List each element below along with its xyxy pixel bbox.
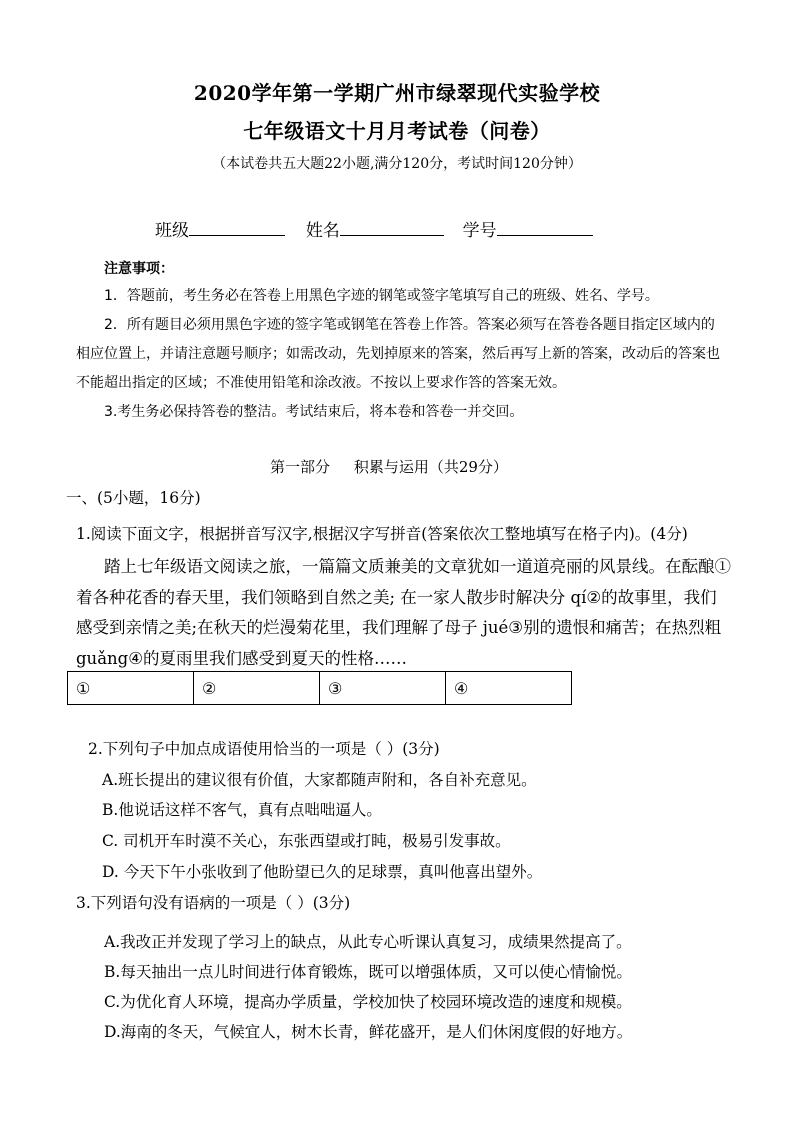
notice-item-3: 3.考生务必保持答卷的整洁。考试结束后，将本卷和答卷一并交回。 <box>104 404 524 420</box>
answer-cell-2[interactable]: ② <box>194 672 320 705</box>
exam-title-line2: 七年级语文十月月考试卷（问卷） <box>243 119 551 143</box>
q2-option-c: C. 司机开车时漠不关心，东张西望或打盹，极易引发事故。 <box>102 832 511 850</box>
q3-option-c: C.为优化育人环境，提高办学质量，学校加快了校园环境改造的速度和规模。 <box>104 993 632 1011</box>
q1-passage-line3: 感受到亲情之美;在秋天的烂漫菊花里，我们理解了母子 jué③别的遗恨和痛苦；在热烈粗 <box>76 618 722 637</box>
q2-option-a: A.班长提出的建议很有价值，大家都随声附和，各自补充意见。 <box>102 771 537 789</box>
exam-subtitle: （本试卷共五大题22小题,满分120分，考试时间120分钟） <box>212 156 582 172</box>
answer-cell-1[interactable]: ① <box>68 672 194 705</box>
q3-option-b: B.每天抽出一点儿时间进行体育锻炼，既可以增强体质，又可以使心情愉悦。 <box>104 963 632 981</box>
q2-option-b: B.他说话这样不客气，真有点咄咄逼人。 <box>102 801 382 819</box>
q1-passage-line4: guǎng④的夏雨里我们感受到夏天的性格…… <box>76 649 408 668</box>
name-label: 姓名 <box>305 221 340 241</box>
name-blank[interactable] <box>340 218 444 236</box>
notice-title: 注意事项： <box>104 261 174 277</box>
q3-stem: 3.下列语句没有语病的一项是（ ）(3分) <box>76 894 351 912</box>
class-label: 班级 <box>155 221 189 241</box>
q1-passage-line1: 踏上七年级语文阅读之旅，一篇篇文质兼美的文章犹如一道道亮丽的风景线。在酝酿① <box>104 557 731 576</box>
part1-heading: 第一部分 积累与运用（共29分） <box>270 458 508 476</box>
student-number-label: 学号 <box>462 221 497 241</box>
q2-stem: 2.下列句子中加点成语使用恰当的一项是（ ）(3分) <box>88 740 440 758</box>
class-blank[interactable] <box>189 218 285 236</box>
q1-stem: 1.阅读下面文字，根据拼音写汉字,根据汉字写拼音(答案依次工整地填写在格子内)。(4分) <box>76 525 688 543</box>
answer-cell-3[interactable]: ③ <box>320 672 446 705</box>
q2-option-d: D. 今天下午小张收到了他盼望已久的足球票，真叫他喜出望外。 <box>102 863 543 881</box>
q3-option-a: A.我改正并发现了学习上的缺点，从此专心听课认真复习，成绩果然提高了。 <box>104 933 632 951</box>
notice-item-2-line1: 2．所有题目必须用黑色字迹的签字笔或钢笔在答卷上作答。答案必须写在答卷各题目指定区域内的 <box>104 317 715 333</box>
notice-item-1: 1．答题前，考生务必在答卷上用黑色字迹的钢笔或签字笔填写自己的班级、姓名、学号。 <box>104 288 659 304</box>
q3-option-d: D.海南的冬天，气候宜人，树木长青，鲜花盛开，是人们休闲度假的好地方。 <box>104 1023 633 1041</box>
group1-heading: 一、(5小题，16分) <box>66 489 201 507</box>
notice-item-2-line3: 不能超出指定的区域；不准使用铅笔和涂改液。不按以上要求作答的答案无效。 <box>76 375 566 391</box>
notice-item-2-line2: 相应位置上，并请注意题号顺序；如需改动，先划掉原来的答案，然后再写上新的答案，改动后的答案也 <box>76 346 720 362</box>
student-info-fields <box>155 216 593 241</box>
student-number-blank[interactable] <box>497 218 593 236</box>
q1-passage-line2: 着各种花香的春天里，我们领略到自然之美; 在一家人散步时解决分 qí②的故事里，我们 <box>76 588 717 607</box>
exam-title-line1: 2020学年第一学期广州市绿翠现代实验学校 <box>193 81 601 105</box>
answer-cell-4[interactable]: ④ <box>446 672 572 705</box>
q1-answer-table <box>67 671 572 705</box>
